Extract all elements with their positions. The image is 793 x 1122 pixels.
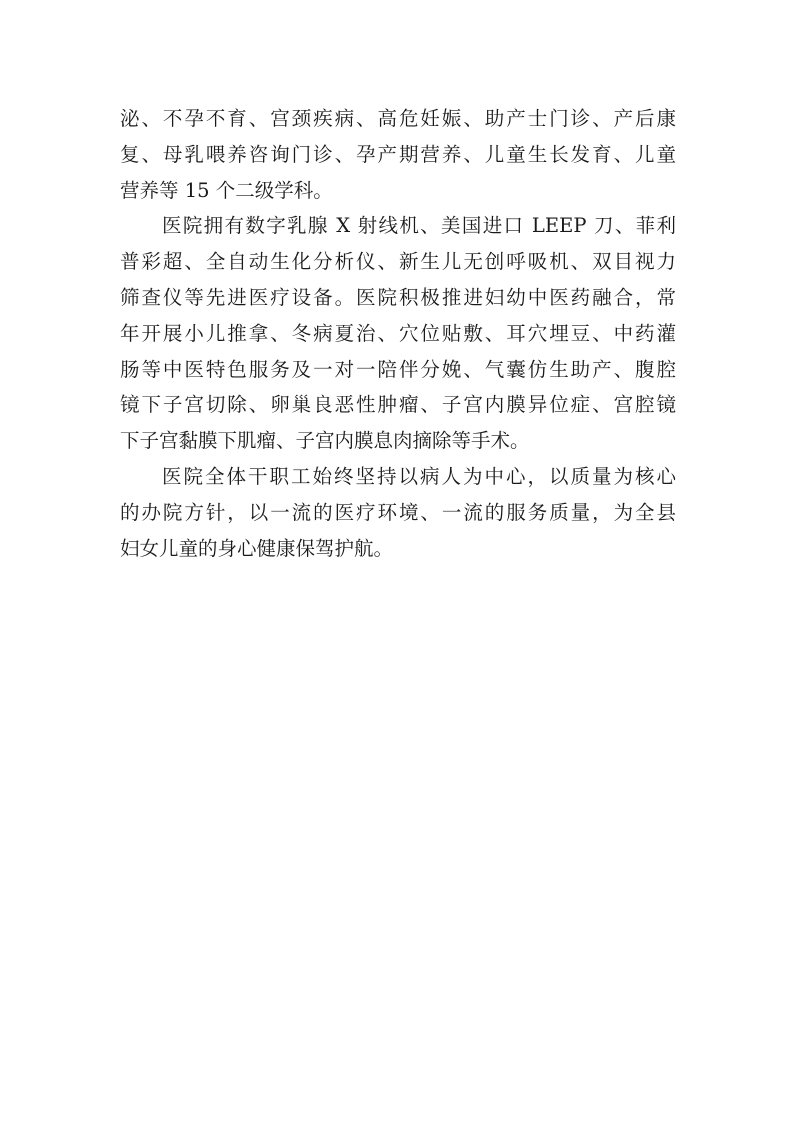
text-line: 镜下子宫切除、卵巢良恶性肿瘤、子宫内膜异位症、宫腔镜 [120,393,676,417]
body-text [120,101,676,566]
paragraph-mission [120,459,676,566]
text-line: 筛查仪等先进医疗设备。医院积极推进妇幼中医药融合，常 [120,285,676,309]
text-line: 肠等中医特色服务及一对一陪伴分娩、气囊仿生助产、腹腔 [120,357,676,381]
text-line: 年开展小儿推拿、冬病夏治、穴位贴敷、耳穴埋豆、中药灌 [120,321,676,345]
paragraph-departments [120,101,676,208]
text-line: 妇女儿童的身心健康保驾护航。 [120,536,394,560]
text-line: 医院全体干职工始终坚持以病人为中心，以质量为核心 [162,464,676,488]
text-line: 泌、不孕不育、宫颈疾病、高危妊娠、助产士门诊、产后康 [120,107,676,130]
text-line: 医院拥有数字乳腺 X 射线机、美国进口 LEEP 刀、菲利 [162,214,676,238]
text-line: 营养等 15 个二级学科。 [120,178,333,202]
text-line: 复、母乳喂养咨询门诊、孕产期营养、儿童生长发育、儿童 [120,142,676,166]
paragraph-equipment [120,208,676,459]
text-line: 的办院方针，以一流的医疗环境、一流的服务质量，为全县 [120,500,676,524]
text-line: 普彩超、全自动生化分析仪、新生儿无创呼吸机、双目视力 [120,250,676,274]
text-line: 下子宫黏膜下肌瘤、子宫内膜息肉摘除等手术。 [120,429,530,453]
